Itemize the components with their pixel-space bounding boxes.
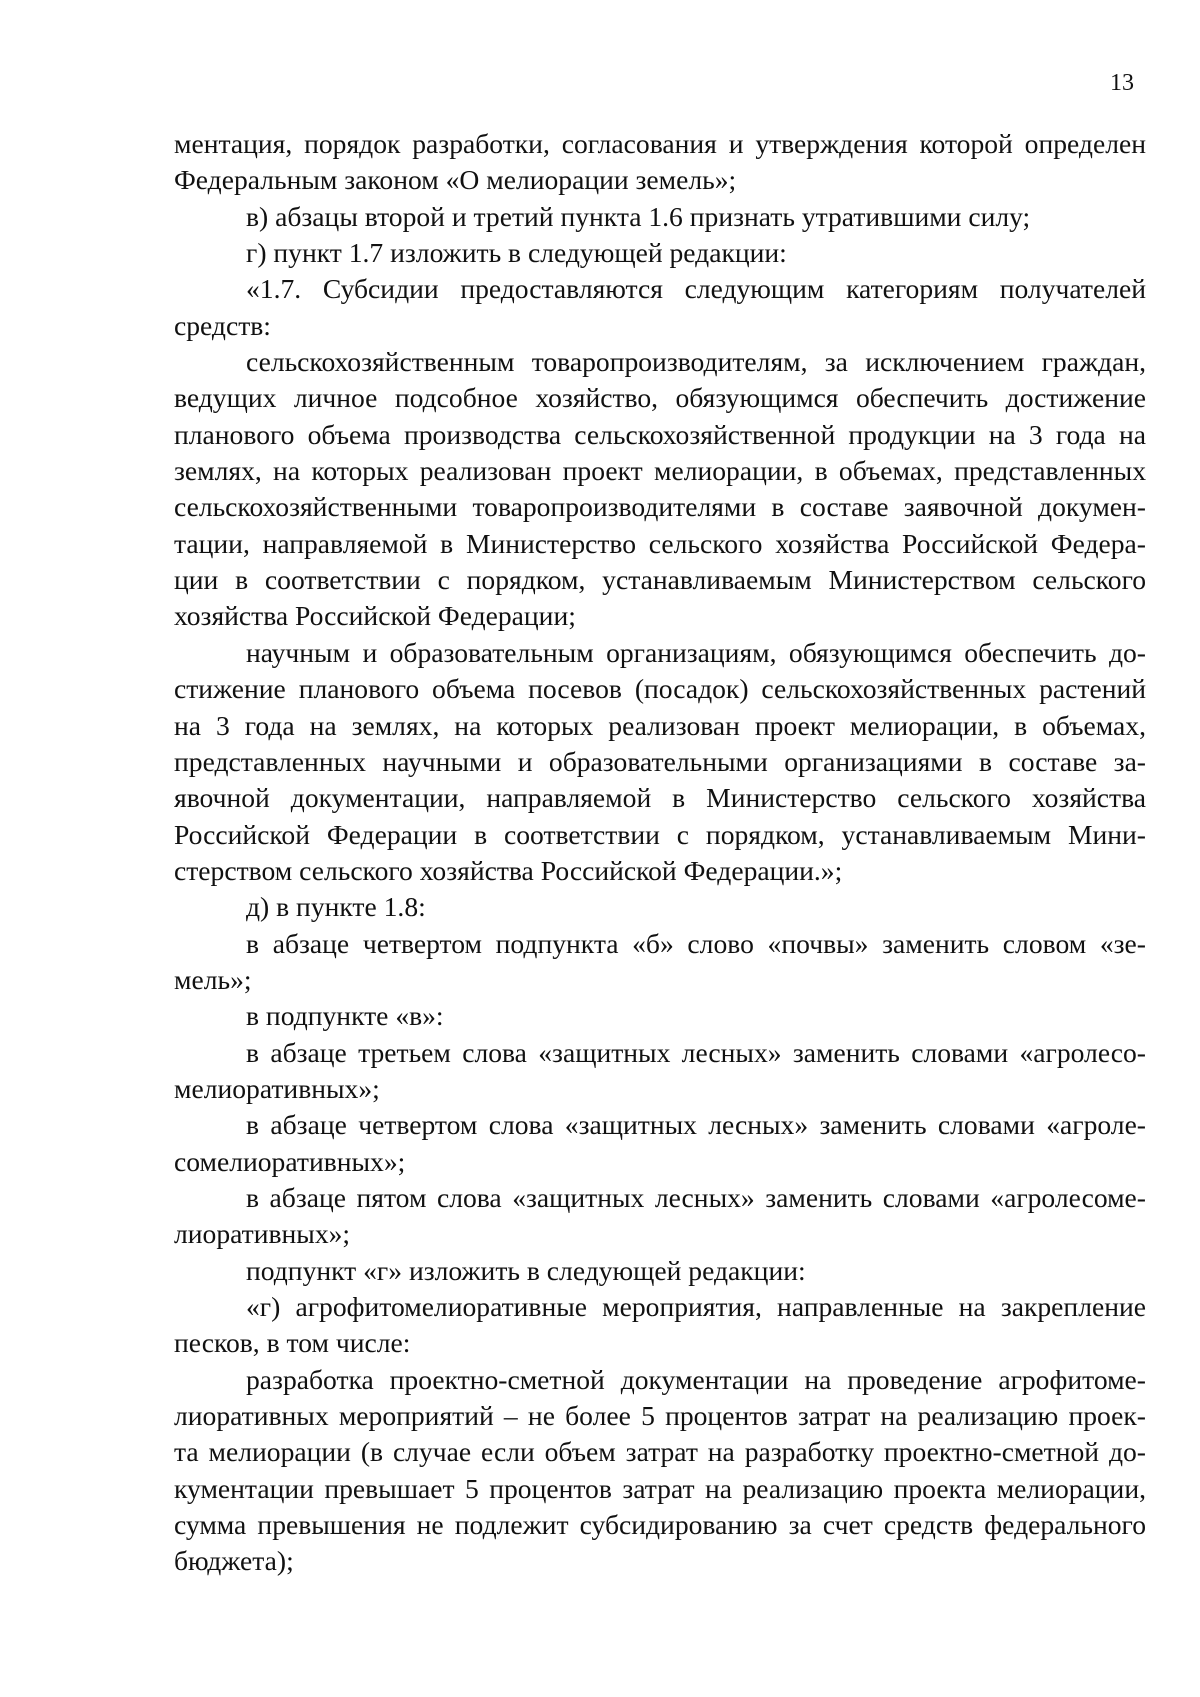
text-line: та мелиорации (в случае если объем затрат на разработку проектно-сметной до- <box>174 1436 1146 1468</box>
text-line: мель»; <box>174 963 252 995</box>
text-line: планового объема производства сельскохозяйственной продукции на 3 года на <box>174 418 1146 450</box>
text-line: разработка проектно-сметной документации на проведение агрофитоме- <box>246 1363 1146 1395</box>
text-line: стерством сельского хозяйства Российской Федерации.»; <box>174 854 843 886</box>
text-line: сумма превышения не подлежит субсидированию за счет средств федерального <box>174 1509 1146 1541</box>
text-line: мелиоративных»; <box>174 1072 380 1104</box>
text-line: сельскохозяйственными товаропроизводителями в составе заявочной докумен- <box>174 491 1146 523</box>
text-line: лиоративных»; <box>174 1218 351 1250</box>
text-line: в абзаце третьем слова «защитных лесных» заменить словами «агролесо- <box>246 1036 1146 1068</box>
text-line: кументации превышает 5 процентов затрат на реализацию проекта мелиорации, <box>174 1472 1146 1504</box>
text-line: лиоративных мероприятий – не более 5 процентов затрат на реализацию проек- <box>174 1400 1146 1432</box>
text-line: стижение планового объема посевов (посадок) сельскохозяйственных растений <box>174 673 1146 705</box>
document-body <box>174 126 1146 1580</box>
text-line: бюджета); <box>174 1545 294 1577</box>
text-line: подпункт «г» изложить в следующей редакции: <box>246 1254 806 1286</box>
text-line: сомелиоративных»; <box>174 1145 406 1177</box>
text-line: хозяйства Российской Федерации; <box>174 600 576 632</box>
text-line: ментация, порядок разработки, согласования и утверждения которой определен <box>174 128 1146 159</box>
text-line: Российской Федерации в соответствии с порядком, устанавливаемым Мини- <box>174 818 1146 850</box>
text-line: песков, в том числе: <box>174 1327 411 1359</box>
text-line: сельскохозяйственным товаропроизводителям, за исключением граждан, <box>246 346 1146 378</box>
text-line: в абзаце четвертом подпункта «б» слово «почвы» заменить словом «зе- <box>246 927 1146 959</box>
text-line: г) пункт 1.7 изложить в следующей редакции: <box>246 237 787 269</box>
text-line: ведущих личное подсобное хозяйство, обязующимся обеспечить достижение <box>174 382 1146 414</box>
text-line: научным и образовательным организациям, обязующимся обеспечить до- <box>246 636 1146 668</box>
text-line: на 3 года на землях, на которых реализован проект мелиорации, в объемах, <box>174 709 1146 741</box>
text-line: в) абзацы второй и третий пункта 1.6 признать утратившими силу; <box>246 200 1031 232</box>
text-line: средств: <box>174 309 271 341</box>
text-line: ции в соответствии с порядком, устанавливаемым Министерством сельского <box>174 564 1146 596</box>
text-line: землях, на которых реализован проект мелиорации, в объемах, представленных <box>174 455 1146 487</box>
text-line: д) в пункте 1.8: <box>246 891 426 923</box>
text-line: представленных научными и образовательными организациями в составе за- <box>174 745 1146 777</box>
page-number: 13 <box>1110 70 1134 96</box>
text-line: «г) агрофитомелиоративные мероприятия, направленные на закрепление <box>246 1291 1146 1322</box>
text-line: Федеральным законом «О мелиорации земель»; <box>174 164 737 196</box>
text-line: явочной документации, направляемой в Министерство сельского хозяйства <box>174 782 1146 814</box>
text-line: в подпункте «в»: <box>246 1000 444 1032</box>
text-line: в абзаце четвертом слова «защитных лесных» заменить словами «агроле- <box>246 1109 1146 1141</box>
text-line: в абзаце пятом слова «защитных лесных» заменить словами «агролесоме- <box>246 1181 1146 1213</box>
text-line: «1.7. Субсидии предоставляются следующим категориям получателей <box>246 273 1146 305</box>
text-line: тации, направляемой в Министерство сельского хозяйства Российской Федера- <box>174 527 1146 559</box>
